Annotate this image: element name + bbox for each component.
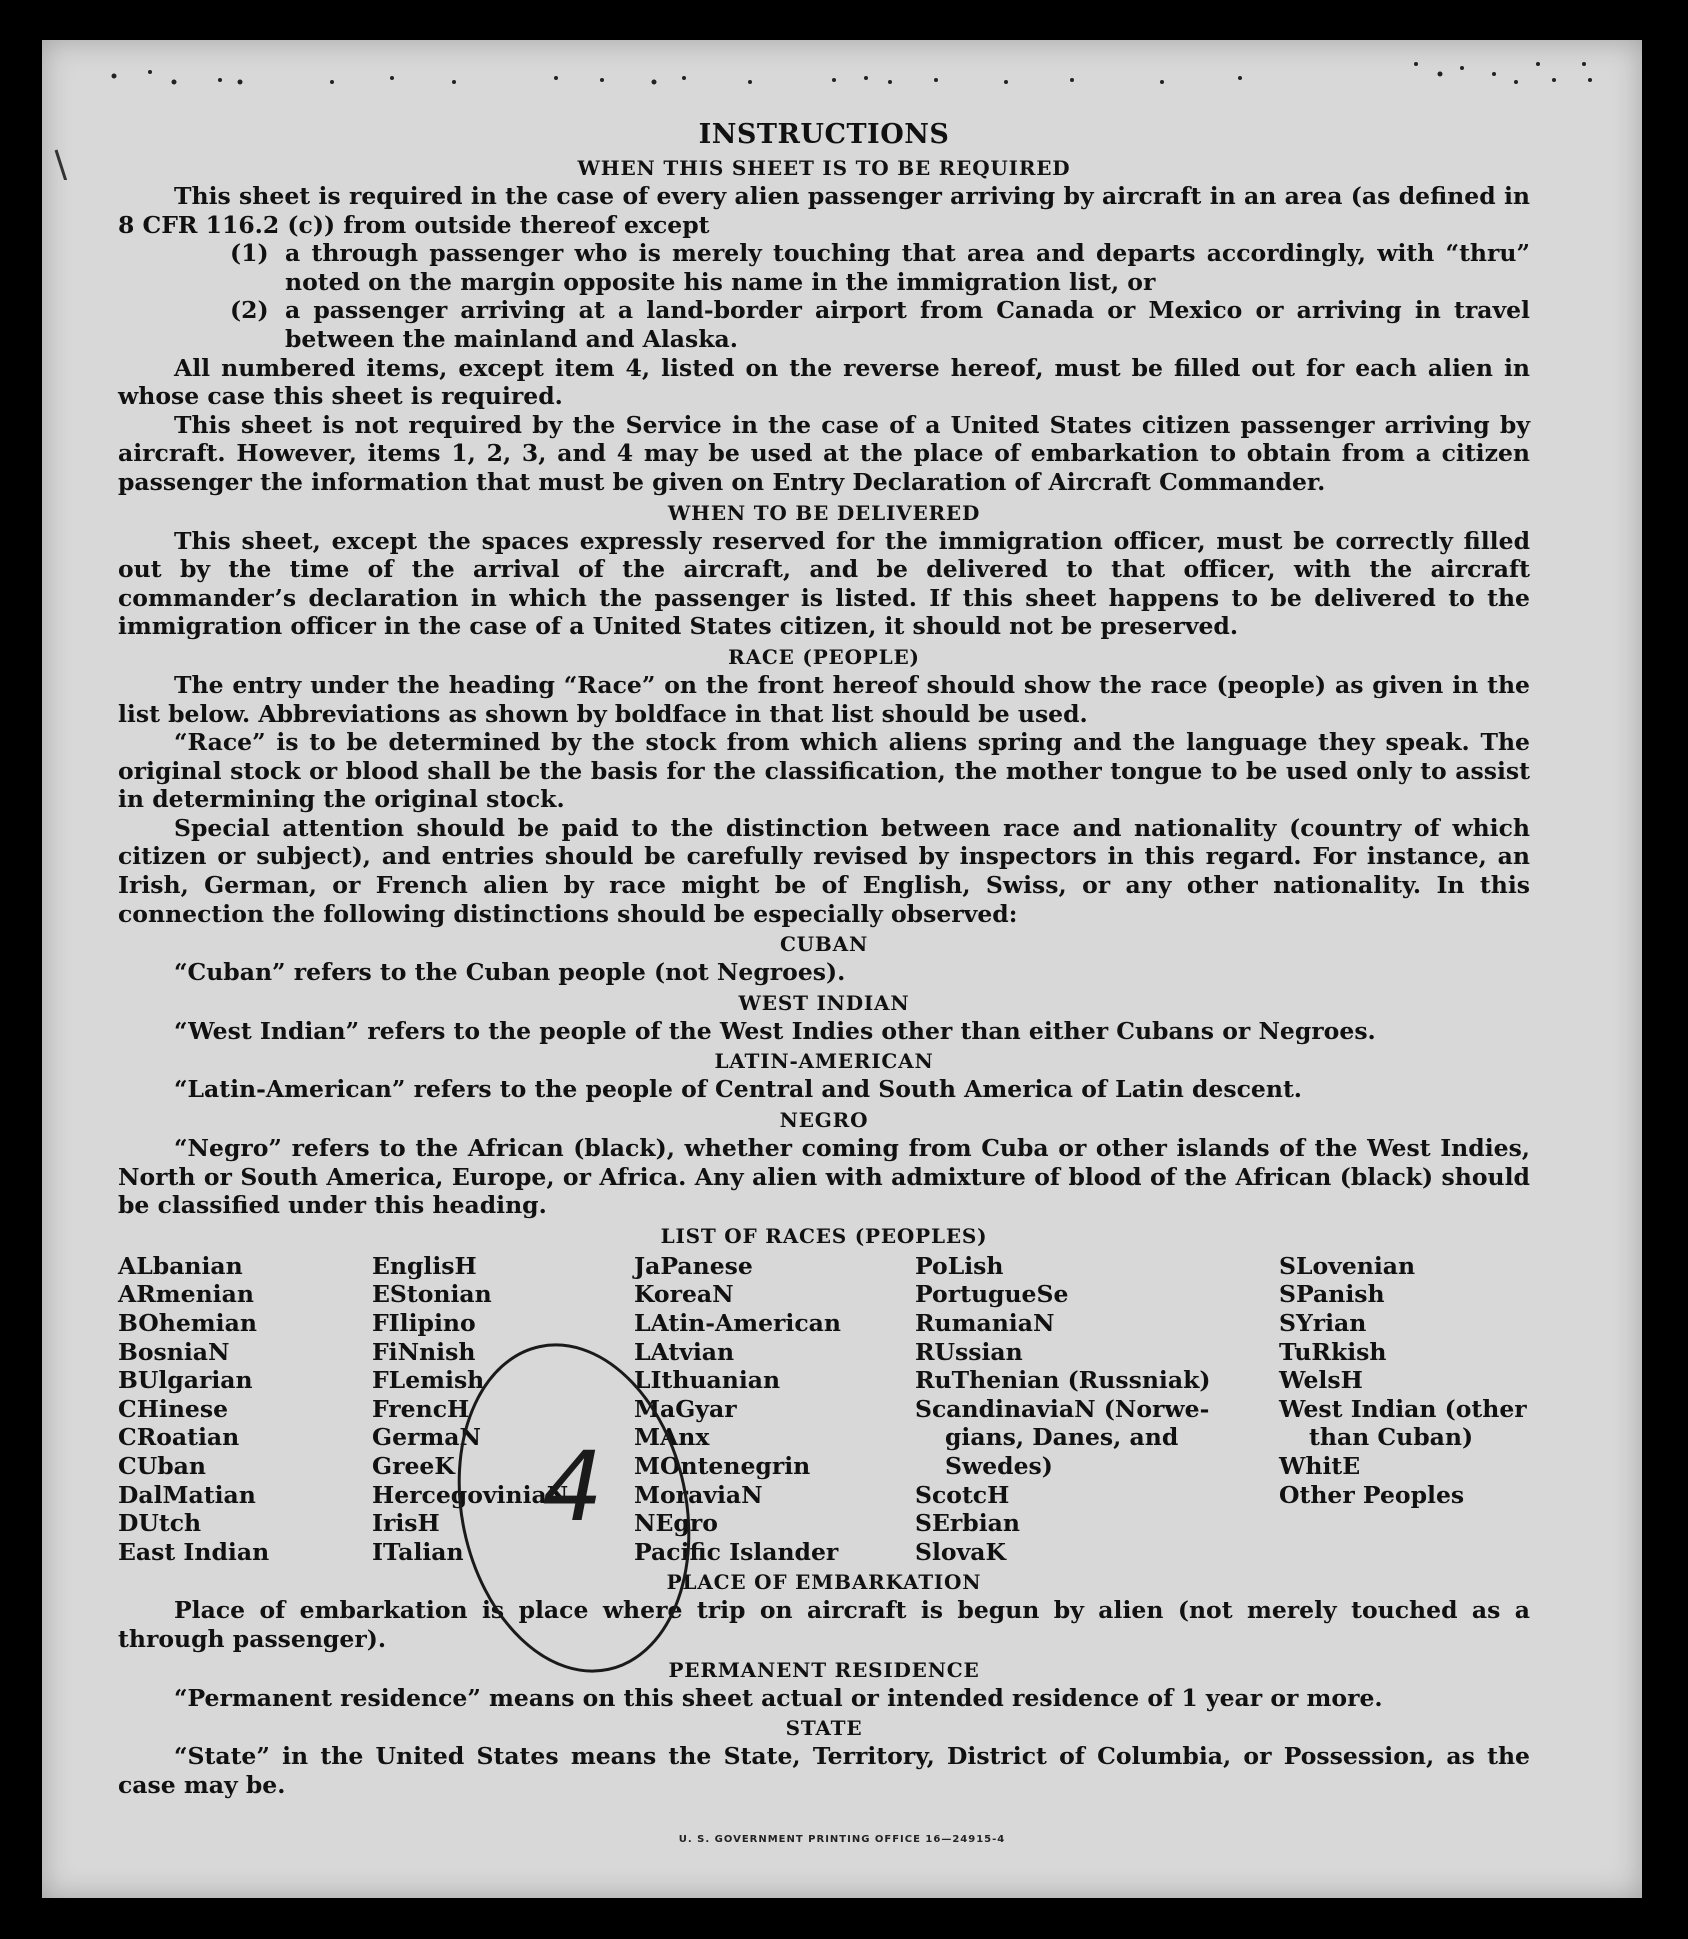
item-number: (1) xyxy=(230,239,269,268)
race-entry: ALbanian xyxy=(118,1251,243,1280)
race-entry-continued: than Cuban) xyxy=(1309,1423,1474,1452)
race-entry: EStonian xyxy=(372,1280,492,1309)
race-entry: CHinese xyxy=(118,1394,229,1423)
race-entry: BOhemian xyxy=(118,1309,257,1337)
race-entry: CUban xyxy=(118,1451,206,1480)
race-entry: MAnx xyxy=(634,1423,710,1452)
race-entry: JaPanese xyxy=(634,1251,753,1280)
race-column-1 xyxy=(118,1252,372,1567)
section-heading-state: STATE xyxy=(785,1716,863,1741)
race-entry-continued: Swedes) xyxy=(945,1451,1053,1480)
instructions-body xyxy=(118,118,1530,1799)
west-indian-text: “West Indian” refers to the people of the West Indies other than either Cubans or Negroes. xyxy=(174,1016,1376,1045)
page-title: INSTRUCTIONS xyxy=(698,119,950,150)
race-entry: FIlipino xyxy=(372,1309,476,1337)
section-heading-west-indian: WEST INDIAN xyxy=(738,990,910,1015)
race-entry: RUssian xyxy=(915,1337,1023,1366)
race-entry: FrencH xyxy=(372,1394,470,1423)
race-entry: BosniaN xyxy=(118,1337,230,1366)
cuban-text: “Cuban” refers to the Cuban people (not Negroes). xyxy=(174,958,846,987)
race-entry: East Indian xyxy=(118,1537,270,1566)
when-required-para-2: All numbered items, except item 4, listed on the reverse hereof, must be filled out for each alien in whose case this sheet is required. xyxy=(118,353,1530,411)
section-heading-when-required: WHEN THIS SHEET IS TO BE REQUIRED xyxy=(577,156,1071,180)
race-entry: GreeK xyxy=(372,1451,455,1480)
race-entry: LIthuanian xyxy=(634,1366,781,1395)
section-heading-when-delivered: WHEN TO BE DELIVERED xyxy=(667,500,981,525)
race-column-4 xyxy=(915,1252,1279,1567)
when-required-intro: This sheet is required in the case of every alien passenger arriving by aircraft in an area (as defined in 8 CFR 116.2 (c)) from outside thereof except xyxy=(118,182,1530,239)
race-entry: ScotcH xyxy=(915,1480,1010,1509)
section-heading-cuban: CUBAN xyxy=(779,932,869,957)
item-text: a passenger arriving at a land-border airport from Canada or Mexico or arriving in travel between the mainland and Alaska. xyxy=(285,296,1530,353)
race-entry: GermaN xyxy=(372,1423,481,1452)
residence-text: “Permanent residence” means on this sheet actual or intended residence of 1 year or more. xyxy=(174,1683,1383,1712)
race-column-5 xyxy=(1279,1252,1530,1567)
item-text: a through passenger who is merely touching that area and departs accordingly, with “thru” noted on the margin opposite his name in the immigration list, or xyxy=(285,239,1530,296)
race-entry: SYrian xyxy=(1279,1309,1367,1337)
handwritten-number: 4 xyxy=(542,1431,604,1543)
race-para-2: “Race” is to be determined by the stock from which aliens spring and the language they speak. The original stock or blood shall be the basis for the classification, the mother tongue to be used only to assist in determining the original stock. xyxy=(118,728,1530,814)
race-entry: ARmenian xyxy=(118,1280,254,1309)
section-heading-race: RACE (PEOPLE) xyxy=(728,644,920,669)
race-entry: ITalian xyxy=(372,1537,464,1566)
race-entry: DalMatian xyxy=(118,1480,256,1509)
state-text: “State” in the United States means the State, Territory, District of Columbia, or Possession, as the case may be. xyxy=(118,1742,1530,1799)
race-entry: PortugueSe xyxy=(915,1280,1069,1309)
race-entry: West Indian (other xyxy=(1279,1394,1527,1423)
race-entry: EnglisH xyxy=(372,1251,477,1280)
when-required-para-3: This sheet is not required by the Service in the case of a United States citizen passenger arriving by aircraft. However, items 1, 2, 3, and 4 may be used at the place of embarkation to obtain from a citizen passenger the information that must be given on Entry Declaration of Aircraft Commander. xyxy=(118,410,1530,496)
race-column-3 xyxy=(634,1252,915,1567)
race-entry: WelsH xyxy=(1279,1366,1363,1395)
embarkation-text: Place of embarkation is place where trip on aircraft is begun by alien (not merely touched as a through passenger). xyxy=(118,1596,1530,1653)
item-number: (2) xyxy=(230,296,269,325)
race-entry: SPanish xyxy=(1279,1280,1385,1309)
document-sheet xyxy=(42,40,1642,1898)
latin-american-text: “Latin-American” refers to the people of Central and South America of Latin descent. xyxy=(174,1075,1302,1104)
race-entry: MoraviaN xyxy=(634,1480,763,1509)
race-entry: FiNnish xyxy=(372,1337,476,1366)
race-list-table xyxy=(118,1252,1530,1567)
when-delivered-text: This sheet, except the spaces expressly reserved for the immigration officer, must be correctly filled out by the time of the arrival of the aircraft, and be delivered to that officer, with the aircraft commander’s declaration in which the passenger is listed. If this sheet happens to be delivered to the immigration officer in the case of a United States citizen, it should not be preserved. xyxy=(118,526,1530,641)
race-entry: LAtvian xyxy=(634,1337,735,1366)
race-para-3: Special attention should be paid to the distinction between race and nationality (country of which citizen or subject), and entries should be carefully revised by inspectors in this regard. For instance, an Irish, German, or French alien by race might be of English, Swiss, or any other nationality. In this connection the following distinctions should be especially observed: xyxy=(118,813,1530,928)
race-entry: RuThenian (Russniak) xyxy=(915,1366,1211,1395)
exception-item-2 xyxy=(230,296,1530,353)
race-entry: CRoatian xyxy=(118,1423,240,1452)
race-entry-continued: gians, Danes, and xyxy=(945,1423,1179,1452)
race-entry: PoLish xyxy=(915,1251,1004,1280)
race-entry: Other Peoples xyxy=(1279,1480,1465,1509)
section-heading-list-of-races: LIST OF RACES (PEOPLES) xyxy=(660,1223,988,1248)
section-heading-latin-american: LATIN-AMERICAN xyxy=(714,1049,934,1074)
race-entry: ScandinaviaN (Norwe- xyxy=(915,1394,1210,1423)
race-entry: FLemish xyxy=(372,1366,485,1395)
race-entry: SErbian xyxy=(915,1509,1020,1538)
race-entry: DUtch xyxy=(118,1509,202,1538)
race-entry: NEgro xyxy=(634,1509,718,1538)
race-entry: IrisH xyxy=(372,1509,440,1538)
section-heading-negro: NEGRO xyxy=(779,1108,869,1133)
race-entry: LAtin-American xyxy=(634,1309,841,1337)
printer-imprint: U. S. GOVERNMENT PRINTING OFFICE 16—24915-4 xyxy=(678,1834,1006,1845)
section-heading-embarkation: PLACE OF EMBARKATION xyxy=(666,1570,982,1595)
race-entry: KoreaN xyxy=(634,1280,734,1309)
race-entry: HercegoviniaN xyxy=(372,1480,569,1509)
negro-text: “Negro” refers to the African (black), whether coming from Cuba or other islands of the West Indies, North or South America, Europe, or Africa. Any alien with admixture of blood of the African (black) should be classified under this heading. xyxy=(118,1134,1530,1220)
race-entry: WhitE xyxy=(1279,1451,1361,1480)
exception-item-1 xyxy=(230,239,1530,296)
race-entry: SLovenian xyxy=(1279,1251,1416,1280)
section-heading-residence: PERMANENT RESIDENCE xyxy=(668,1657,980,1682)
race-column-2 xyxy=(372,1252,634,1567)
race-entry: RumaniaN xyxy=(915,1309,1055,1337)
race-entry: MOntenegrin xyxy=(634,1451,811,1480)
race-entry: Pacific Islander xyxy=(634,1537,839,1566)
race-entry: TuRkish xyxy=(1279,1337,1387,1366)
race-para-1: The entry under the heading “Race” on the front hereof should show the race (people) as given in the list below. Abbreviations as shown by boldface in that list should be used. xyxy=(118,670,1530,728)
race-entry: SlovaK xyxy=(915,1537,1006,1566)
race-entry: MaGyar xyxy=(634,1394,737,1423)
race-entry: BUlgarian xyxy=(118,1366,253,1395)
